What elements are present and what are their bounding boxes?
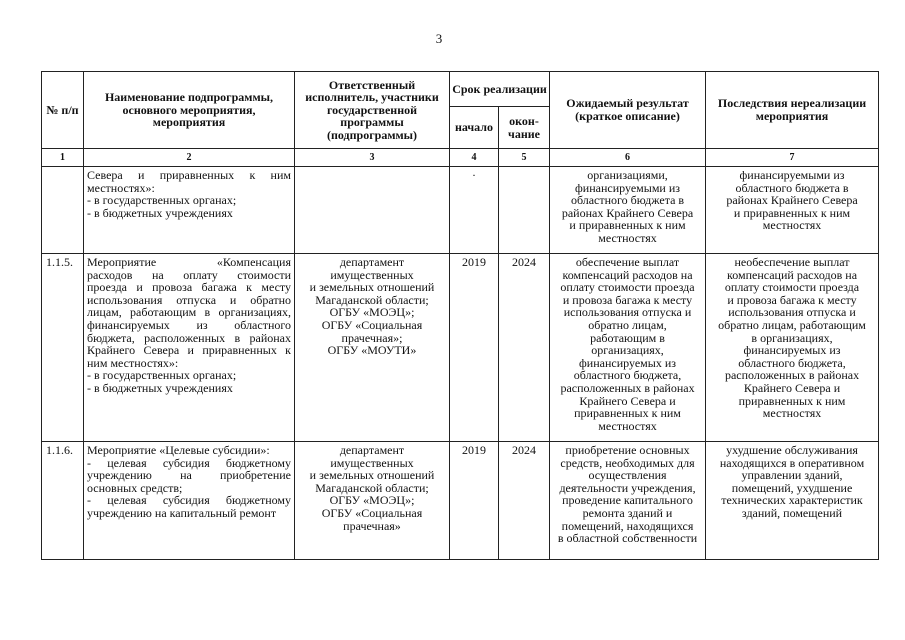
row-name-line: местностях»: <box>87 180 155 195</box>
row-consequences-line: оплату стоимости проезда <box>724 280 860 295</box>
row-result-line: осуществления <box>588 468 667 483</box>
row-executor <box>295 254 450 442</box>
row-name-line: - целевая субсидия бюджетному <box>87 493 291 508</box>
header-term: Срок реализации <box>450 72 550 107</box>
row-result <box>550 442 706 560</box>
header-start: начало <box>450 107 499 149</box>
row-consequences-line: и приравненных к ним <box>733 205 851 220</box>
row-executor-line: ОГБУ «Социальная <box>321 317 423 332</box>
row-result-line: ремонта зданий и <box>582 505 673 520</box>
row-consequences-line: местностях <box>762 218 822 233</box>
column-number: 4 <box>450 149 499 167</box>
row-result-line: областного бюджета, <box>573 368 682 383</box>
header-num: № п/п <box>42 72 84 149</box>
row-number: 1.1.6. <box>42 442 84 560</box>
row-result-line: и приравненных к ним <box>569 218 686 233</box>
row-result-line: средств, необходимых для <box>560 455 695 470</box>
row-result-line: местностях <box>598 418 657 433</box>
row-result-line: обеспечение выплат <box>575 255 680 269</box>
row-name <box>84 167 295 254</box>
row-result-line: проведение капитального <box>562 493 693 508</box>
page-number: 3 <box>435 31 443 46</box>
row-result-line: организациях, <box>591 343 664 358</box>
row-consequences-line: местностях <box>762 406 822 421</box>
row-result-line: Крайнего Севера и <box>579 393 676 408</box>
program-measures-table <box>41 71 879 560</box>
header-result: Ожидаемый результат (краткое описание) <box>550 72 706 149</box>
header-executor: Ответственный исполнитель, участники государственной программы (подпрограммы) <box>295 72 450 149</box>
column-number: 5 <box>499 149 550 167</box>
row-result-line: местностях <box>598 230 657 245</box>
row-consequences-line: районах Крайнего Севера <box>726 193 858 208</box>
row-result-line: расположенных в районах <box>560 380 695 395</box>
row-name-line: учреждению на приобретение <box>87 468 291 483</box>
column-number: 6 <box>550 149 706 167</box>
row-consequences-line: использования отпуска и <box>728 305 856 320</box>
row-executor <box>295 442 450 560</box>
row-name-line: ним местностях»: <box>87 355 179 370</box>
row-name-line: Севера и приравненных к ним <box>87 168 291 182</box>
column-number: 2 <box>84 149 295 167</box>
header-end <box>499 107 550 149</box>
row-result-line: приравненных к ним <box>574 406 681 421</box>
row-result-line: финансируемых из <box>579 355 676 370</box>
row-name-line: использования отпуска и обратно <box>87 292 291 307</box>
header-end-line2: чание <box>508 126 540 141</box>
row-name-line: - в государственных органах; <box>87 193 237 208</box>
row-result-line: компенсаций расходов на <box>562 267 693 282</box>
row-executor-line: прачечная» <box>343 518 401 533</box>
row-name-line: - в бюджетных учреждениях <box>87 380 233 395</box>
row-end: 2024 <box>499 254 550 442</box>
row-name-line: Мероприятие «Компенсация <box>87 255 291 269</box>
column-numbers-row <box>42 149 879 167</box>
row-name-line: бюджета, расположенных в районах <box>87 330 291 345</box>
row-executor-line: Магаданской области; <box>315 480 429 495</box>
row-executor-line: имущественных <box>330 455 414 470</box>
row-result-line: приобретение основных <box>565 443 690 457</box>
row-consequences-line: управлении зданий, <box>741 468 843 483</box>
row-executor-line: департамент <box>339 443 405 457</box>
row-consequences-line: обратно лицам, работающим <box>718 317 866 332</box>
row-consequences-line: и провоза багажа к месту <box>727 292 857 307</box>
row-consequences-line: расположенных в районах <box>724 368 860 383</box>
row-name-line: учреждению на капитальный ремонт <box>87 505 277 520</box>
row-name-line: финансируемых из областного <box>87 317 291 332</box>
row-consequences-line: финансируемыми из <box>739 168 845 182</box>
column-number: 7 <box>706 149 879 167</box>
row-consequences-line: областного бюджета, <box>738 355 846 370</box>
row-consequences-line: находящихся в оперативном <box>719 455 865 470</box>
table-row <box>42 254 879 442</box>
row-executor-line: ОГБУ «Социальная <box>321 505 423 520</box>
row-consequences-line: ухудшение обслуживания <box>726 443 858 457</box>
row-name-line: лицам, работающим в организациях, <box>87 305 291 320</box>
row-result-line: областного бюджета в <box>570 193 685 208</box>
row-result-line: обратно лицам, <box>588 317 667 332</box>
row-end: 2024 <box>499 442 550 560</box>
row-executor-line: Магаданской области; <box>315 292 429 307</box>
row-start: · <box>450 167 499 254</box>
row-consequences <box>706 167 879 254</box>
row-executor-line: ОГБУ «МОЭЦ»; <box>329 493 415 508</box>
row-result-line: в областной собственности <box>557 531 698 546</box>
row-consequences-line: в организациях, <box>751 330 833 345</box>
row-name-line: - в государственных органах; <box>87 368 237 383</box>
row-consequences-line: компенсаций расходов на <box>727 267 858 282</box>
row-consequences-line: технических характеристик <box>721 493 863 508</box>
header-end-line1: окон- <box>509 113 539 128</box>
row-consequences-line: финансируемых из <box>743 343 841 358</box>
row-consequences <box>706 254 879 442</box>
row-result-line: и провоза багажа к месту <box>562 292 693 307</box>
row-name <box>84 442 295 560</box>
row-executor <box>295 167 450 254</box>
row-end <box>499 167 550 254</box>
header-name: Наименование подпрограммы, основного мероприятия, мероприятия <box>84 72 295 149</box>
table-row <box>42 442 879 560</box>
row-name-line: - целевая субсидия бюджетному <box>87 455 291 470</box>
row-executor-line: ОГБУ «МОЭЦ»; <box>329 305 415 320</box>
row-consequences-line: необеспечение выплат <box>734 255 850 269</box>
row-start: 2019 <box>450 442 499 560</box>
row-executor-line: имущественных <box>330 267 414 282</box>
header-consequences: Последствия нереализации мероприятия <box>706 72 879 149</box>
row-executor-line: ОГБУ «МОУТИ» <box>327 343 417 358</box>
row-consequences-line: приравненных к ним <box>738 393 846 408</box>
row-number <box>42 167 84 254</box>
row-consequences-line: Крайнего Севера и <box>743 380 841 395</box>
row-executor-line: департамент <box>339 255 405 269</box>
row-name-line: Мероприятие «Целевые субсидии»: <box>87 443 270 457</box>
row-result-line: использования отпуска и <box>563 305 692 320</box>
row-result-line: помещений, находящихся <box>561 518 694 533</box>
row-result-line: работающим в <box>590 330 665 345</box>
row-executor-line: и земельных отношений <box>309 280 435 295</box>
row-consequences-line: зданий, помещений <box>741 505 843 520</box>
column-number: 1 <box>42 149 84 167</box>
row-name-line: основных средств; <box>87 480 183 495</box>
row-result-line: деятельности учреждения, <box>559 480 696 495</box>
row-name-line: проезда и провоза багажа к месту <box>87 280 291 295</box>
row-number: 1.1.5. <box>42 254 84 442</box>
row-executor-line: прачечная»; <box>341 330 403 345</box>
row-name-line: Крайнего Севера и приравненных к <box>87 343 291 358</box>
row-name <box>84 254 295 442</box>
row-result-line: организациями, <box>587 168 668 182</box>
row-result-line: финансируемыми из <box>575 180 680 195</box>
row-result <box>550 254 706 442</box>
row-consequences-line: областного бюджета в <box>735 180 849 195</box>
row-consequences-line: помещений, ухудшение <box>731 480 853 495</box>
row-start: 2019 <box>450 254 499 442</box>
column-number: 3 <box>295 149 450 167</box>
row-result-line: оплату стоимости проезда <box>560 280 695 295</box>
row-name-line: - в бюджетных учреждениях <box>87 205 233 220</box>
table-row <box>42 167 879 254</box>
row-result-line: районах Крайнего Севера <box>561 205 694 220</box>
row-consequences <box>706 442 879 560</box>
row-result <box>550 167 706 254</box>
row-executor-line: и земельных отношений <box>309 468 435 483</box>
row-name-line: расходов на оплату стоимости <box>87 267 291 282</box>
